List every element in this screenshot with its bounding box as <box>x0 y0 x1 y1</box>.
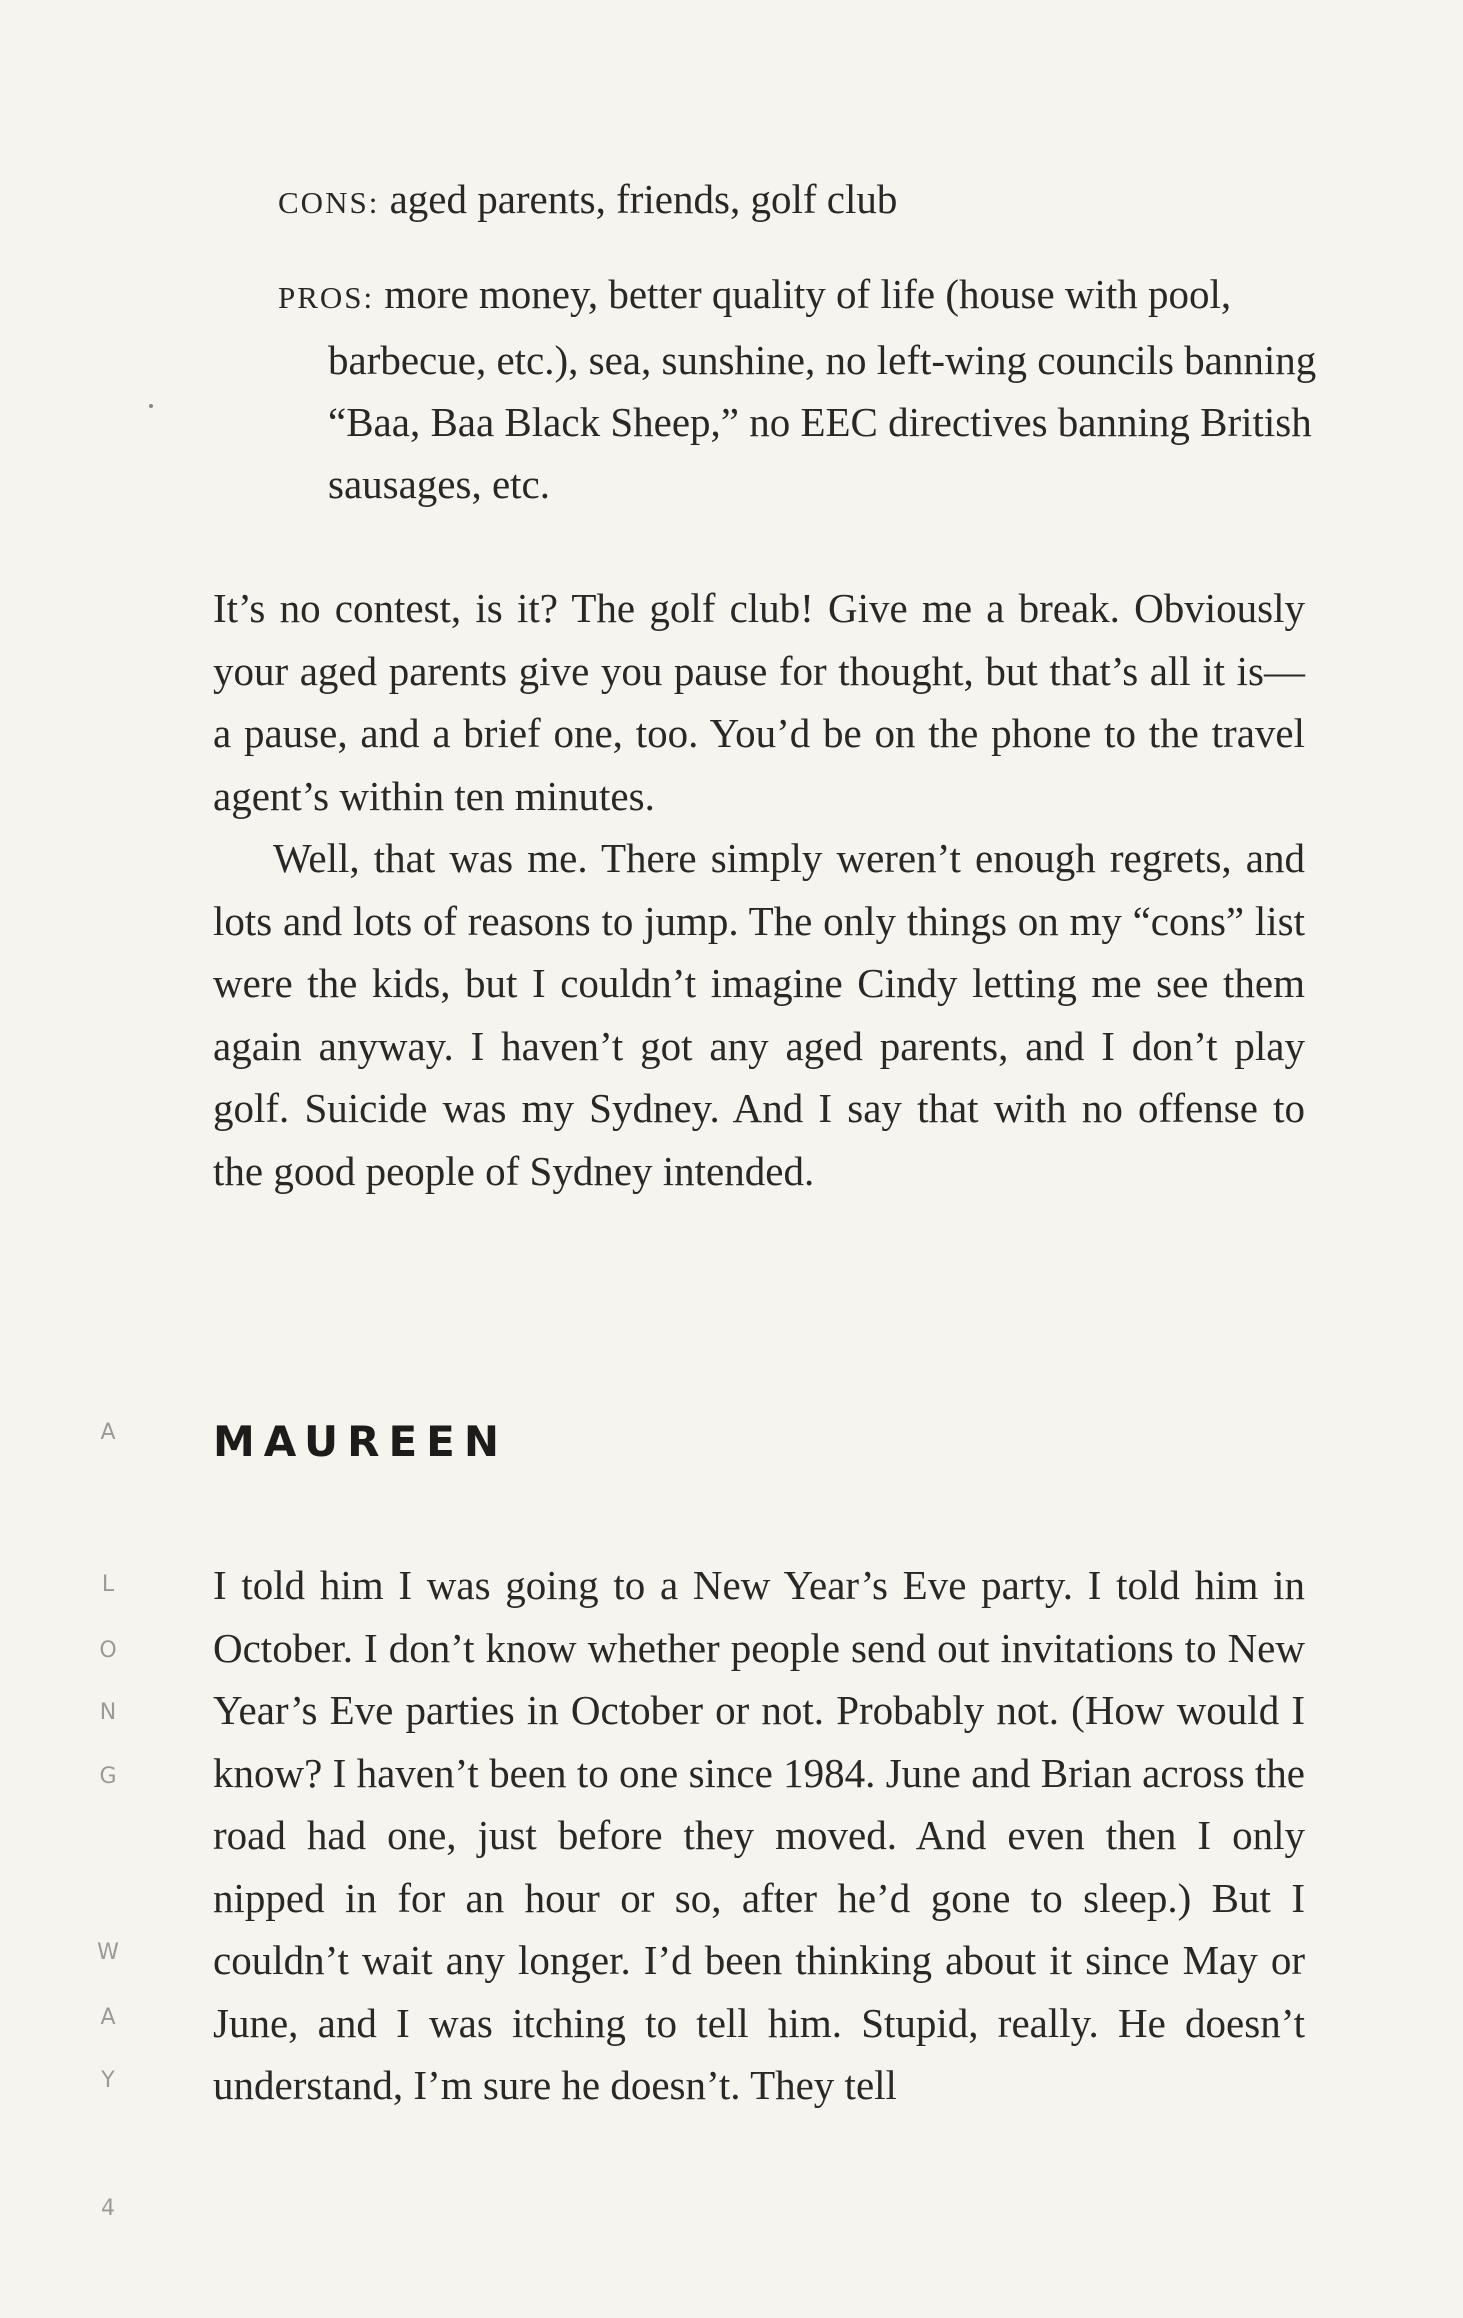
running-title-letter: W <box>97 1940 119 1965</box>
running-title-letter: L <box>101 1572 115 1597</box>
running-title-letter: A <box>100 2005 116 2030</box>
running-title-letter: O <box>99 1638 117 1663</box>
paragraph: Well, that was me. There simply weren’t enough regrets, and lots and lots of reasons to jump. The only things on my “cons” list were the kids, but I couldn’t imagine Cindy letting me see them again anyway. I haven’t got any aged parents, and I don’t play golf. Suicide was my Sydney. And I say that with no offense to the good people of Sydney intended. <box>213 835 1305 1194</box>
pros-label: PROS: <box>278 280 375 315</box>
page-speck <box>149 404 153 408</box>
cons-label: CONS: <box>278 185 380 220</box>
pros-text: more money, better quality of life (house with pool, barbecue, etc.), sea, sunshine, no left-wing councils banning “Baa, Baa Black Sheep,” no EEC directives banning British sausages, etc. <box>328 271 1317 507</box>
running-title-letter: G <box>99 1764 117 1789</box>
section-heading: MAUREEN <box>213 1417 508 1466</box>
running-title-letter: N <box>99 1700 117 1725</box>
page-number: 4 <box>101 2196 115 2221</box>
running-title-letter: Y <box>101 2068 115 2093</box>
cons-item <box>278 168 1318 234</box>
paragraph: It’s no contest, is it? The golf club! Give me a break. Obviously your aged parents give you pause for thought, but that’s all it is—a pause, and a brief one, too. You’d be on the phone to the travel agent’s within ten minutes. <box>213 585 1305 819</box>
pros-item <box>278 263 1318 515</box>
body-text-block <box>213 577 1305 1202</box>
pros-cons-list <box>278 168 1318 544</box>
body-text-block <box>213 1554 1305 2117</box>
running-title-letter: A <box>100 1420 116 1445</box>
paragraph: I told him I was going to a New Year’s Eve party. I told him in October. I don’t know whether people send out invitations to New Year’s Eve parties in October or not. Probably not. (How would I know? I haven’t been to one since 1984. June and Brian across the road had one, just before they moved. And even then I only nipped in for an hour or so, after he’d gone to sleep.) But I couldn’t wait any longer. I’d been thinking about it since May or June, and I was itching to tell him. Stupid, really. He doesn’t understand, I’m sure he doesn’t. They tell <box>213 1562 1305 2108</box>
cons-text: aged parents, friends, golf club <box>379 176 898 222</box>
